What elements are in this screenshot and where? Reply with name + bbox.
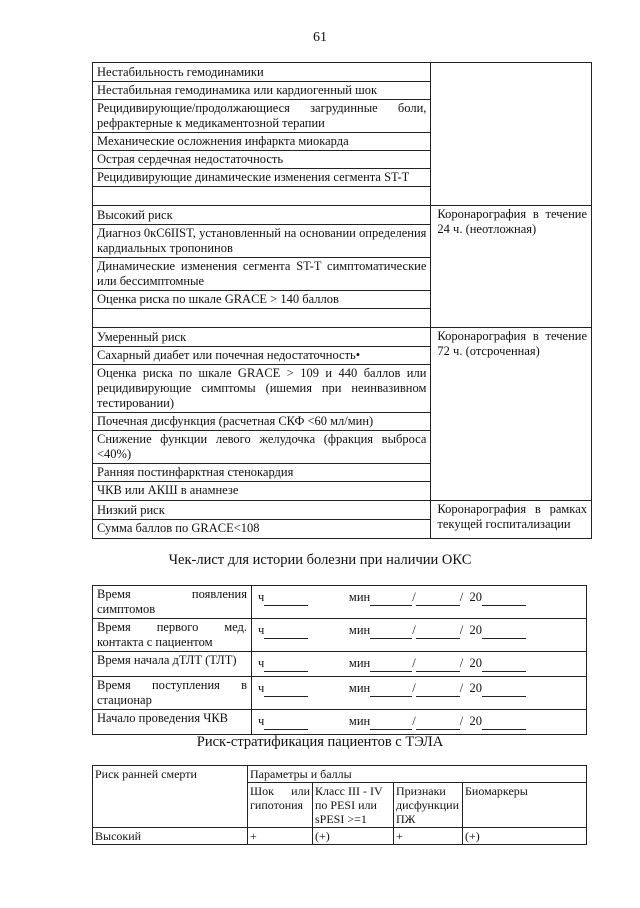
blank-line: [482, 681, 526, 697]
column-header: Риск ранней смерти: [93, 766, 248, 828]
checklist-label: Время появления симптомов: [93, 586, 252, 619]
action-cell: [431, 63, 592, 206]
action-cell: Коронарография в рамках текущей госпитализации: [431, 501, 592, 539]
risk-group: [93, 63, 592, 206]
checklist-label: Время первого мед. контакта с пациентом: [93, 619, 252, 652]
blank-line: [482, 656, 526, 672]
checklist-fields: [252, 710, 587, 735]
action-cell: Коронарография в течение 24 ч. (неотложная): [431, 206, 592, 328]
table-row: [93, 586, 587, 619]
blank-line: [370, 590, 412, 606]
slash-separator: /: [459, 656, 464, 670]
tela-table: [92, 765, 587, 845]
table-cell: (+): [463, 828, 587, 845]
year-prefix: 20: [469, 714, 482, 728]
year-prefix: 20: [469, 590, 482, 604]
year-prefix: 20: [469, 623, 482, 637]
blank-line: [264, 714, 308, 730]
slash-separator: /: [412, 681, 416, 695]
column-subheader: Класс III - IV по PESI или sPESI >=1: [313, 783, 394, 828]
table-row: [93, 710, 587, 735]
blank-line: [482, 623, 526, 639]
checklist-fields: [252, 619, 587, 652]
page-number: 61: [313, 30, 327, 45]
blank-line: [416, 714, 460, 730]
list-item: Рецидивирующие динамические изменения сегмента ST-T: [93, 169, 430, 187]
minute-label: мин: [348, 714, 371, 728]
hour-label: ч: [258, 656, 265, 670]
empty-row: [93, 187, 430, 204]
risk-table: [92, 62, 592, 539]
blank-line: [482, 714, 526, 730]
blank-line: [264, 656, 308, 672]
list-item: ЧКВ или АКШ в анамнезе: [97, 483, 239, 497]
table-header-row: [93, 766, 587, 783]
checklist-table: [92, 585, 587, 735]
blank-line: [416, 590, 460, 606]
checklist-label: Время начала дТЛТ (ТЛТ): [93, 652, 252, 677]
list-item: Нестабильность гемодинамики: [93, 64, 430, 82]
list-item: Сумма баллов по GRACE<108: [97, 521, 260, 535]
blank-line: [264, 623, 308, 639]
column-subheader: Признаки дисфункции ПЖ: [394, 783, 463, 828]
minute-label: мин: [348, 590, 371, 604]
empty-row: [93, 309, 430, 326]
list-item: Почечная дисфункция (расчетная СКФ <60 мл/мин): [93, 413, 430, 431]
list-item: Нестабильная гемодинамика или кардиогенный шок: [93, 82, 430, 100]
table-cell: (+): [313, 828, 394, 845]
blank-line: [370, 656, 412, 672]
action-cell: Коронарография в течение 72 ч. (отсроченная): [431, 328, 592, 501]
blank-line: [370, 623, 412, 639]
risk-group: [93, 501, 592, 539]
hour-label: ч: [258, 714, 265, 728]
blank-line: [482, 590, 526, 606]
checklist-label: Время поступления в стационар: [93, 677, 252, 710]
hour-label: ч: [258, 681, 265, 695]
risk-level-label: Умеренный риск: [93, 329, 430, 347]
minute-label: мин: [348, 623, 371, 637]
minute-label: мин: [348, 681, 371, 695]
blank-line: [416, 656, 460, 672]
list-item: Оценка риска по шкале GRACE > 140 баллов: [93, 291, 430, 309]
checklist-fields: [252, 677, 587, 710]
year-prefix: 20: [469, 656, 482, 670]
checklist-title: Чек-лист для истории болезни при наличии ОКС: [168, 552, 472, 568]
checklist-fields: [252, 586, 587, 619]
blank-line: [416, 681, 460, 697]
table-row: [93, 677, 587, 710]
slash-separator: /: [459, 681, 464, 695]
table-cell: Высокий: [93, 828, 248, 845]
tela-title: Риск-стратификация пациентов с ТЭЛА: [196, 734, 444, 750]
risk-group: [93, 328, 592, 501]
slash-separator: /: [412, 714, 416, 728]
table-cell: +: [394, 828, 463, 845]
year-prefix: 20: [469, 681, 482, 695]
checklist-fields: [252, 652, 587, 677]
slash-separator: /: [412, 623, 416, 637]
slash-separator: /: [459, 623, 464, 637]
table-row: [93, 828, 587, 845]
blank-line: [416, 623, 460, 639]
list-item: Оценка риска по шкале GRACE > 109 и 440 баллов или рецидивирующие симптомы (ишемия при неинвазивном тестировании): [93, 365, 430, 413]
blank-line: [264, 681, 308, 697]
blank-line: [370, 714, 412, 730]
column-subheader: Шок или гипотония: [248, 783, 313, 828]
blank-line: [264, 590, 308, 606]
list-item: Механические осложнения инфаркта миокарда: [93, 133, 430, 151]
table-row: [93, 619, 587, 652]
checklist-label: Начало проведения ЧКВ: [93, 710, 252, 735]
slash-separator: /: [412, 656, 416, 670]
list-item: Рецидивирующие/продолжающиеся загрудинные боли, рефрактерные к медикаментозной терапии: [93, 100, 430, 133]
hour-label: ч: [258, 590, 265, 604]
list-item: Динамические изменения сегмента ST-T симптоматические или бессимптомные: [93, 258, 430, 291]
list-item: Ранняя постинфарктная стенокардия: [93, 464, 430, 482]
list-item: Диагноз 0кС6IIST, установленный на основании определения кардиальных тропонинов: [93, 225, 430, 258]
blank-line: [370, 681, 412, 697]
hour-label: ч: [258, 623, 265, 637]
risk-level-label: Высокий риск: [93, 207, 430, 225]
slash-separator: /: [412, 590, 416, 604]
table-row: [93, 652, 587, 677]
risk-level-label: Низкий риск: [93, 502, 430, 520]
risk-group: [93, 206, 592, 328]
list-item: Снижение функции левого желудочка (фракция выброса <40%): [93, 431, 430, 464]
table-cell: +: [248, 828, 313, 845]
list-item: Сахарный диабет или почечная недостаточность•: [93, 347, 430, 365]
minute-label: мин: [348, 656, 371, 670]
slash-separator: /: [459, 590, 464, 604]
slash-separator: /: [459, 714, 464, 728]
column-subheader: Биомаркеры: [463, 783, 587, 828]
column-header: Параметры и баллы: [248, 766, 587, 783]
list-item: Острая сердечная недостаточность: [93, 151, 430, 169]
